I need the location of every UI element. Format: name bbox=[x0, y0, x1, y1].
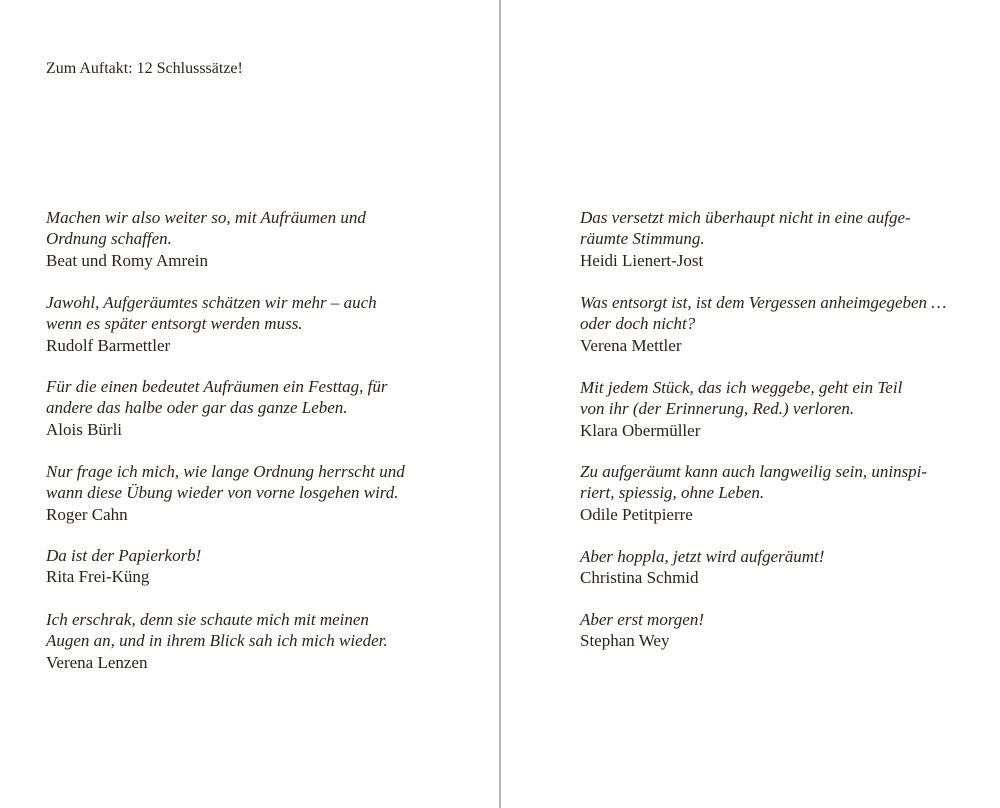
quote-text bbox=[580, 461, 927, 504]
quote-author: Christina Schmid bbox=[580, 568, 699, 588]
quote-text bbox=[46, 461, 405, 504]
quote-line: Mit jedem Stück, das ich weggebe, geht ein Teil bbox=[580, 378, 903, 397]
quote-author: Klara Obermüller bbox=[580, 420, 701, 440]
quote-entry bbox=[580, 546, 824, 589]
quote-author: Rudolf Barmettler bbox=[46, 335, 171, 355]
quote-entry bbox=[46, 461, 405, 525]
quote-author: Stephan Wey bbox=[580, 631, 670, 651]
quote-line: riert, spiessig, ohne Leben. bbox=[580, 483, 765, 503]
quote-line: Augen an, und in ihrem Blick sah ich mich wieder. bbox=[46, 631, 388, 651]
quote-line: Zu aufgeräumt kann auch langweilig sein, uninspi- bbox=[580, 462, 928, 481]
quote-author: Odile Petitpierre bbox=[580, 504, 693, 524]
quote-line: Was entsorgt ist, ist dem Vergessen anheimgegeben … bbox=[580, 293, 947, 312]
page-gutter-divider bbox=[499, 0, 501, 808]
quote-line: von ihr (der Erinnerung, Red.) verloren. bbox=[580, 399, 855, 419]
quote-line: Für die einen bedeutet Aufräumen ein Festtag, für bbox=[46, 377, 388, 396]
quote-entry bbox=[46, 545, 201, 588]
quote-line: Aber hoppla, jetzt wird aufgeräumt! bbox=[580, 547, 825, 566]
quote-text bbox=[46, 545, 201, 566]
quote-line: Das versetzt mich überhaupt nicht in eine aufge- bbox=[580, 208, 911, 227]
quote-line: wenn es später entsorgt werden muss. bbox=[46, 314, 303, 334]
quote-text bbox=[580, 377, 902, 420]
quote-text bbox=[580, 292, 946, 335]
quote-line: Ordnung schaffen. bbox=[46, 229, 172, 249]
quote-entry bbox=[580, 461, 927, 525]
quote-line: Jawohl, Aufgeräumtes schätzen wir mehr – auch bbox=[46, 293, 377, 312]
page-heading: Zum Auftakt: 12 Schlusssätze! bbox=[46, 60, 243, 77]
quote-author: Beat und Romy Amrein bbox=[46, 250, 208, 270]
quote-author: Verena Mettler bbox=[580, 335, 682, 355]
quote-line: Nur frage ich mich, wie lange Ordnung herrscht und bbox=[46, 462, 405, 481]
quote-text bbox=[580, 609, 704, 630]
quote-line: räumte Stimmung. bbox=[580, 229, 705, 249]
quote-text bbox=[46, 376, 388, 419]
quote-line: wann diese Übung wieder von vorne losgehen wird. bbox=[46, 483, 399, 503]
quote-text bbox=[46, 292, 377, 335]
quote-author: Heidi Lienert-Jost bbox=[580, 250, 704, 270]
quote-text bbox=[580, 546, 824, 567]
quote-author: Rita Frei-Küng bbox=[46, 567, 150, 587]
quote-text bbox=[46, 207, 366, 250]
quote-line: Machen wir also weiter so, mit Aufräumen und bbox=[46, 208, 366, 227]
quote-entry bbox=[46, 292, 377, 356]
quote-author: Alois Bürli bbox=[46, 419, 123, 439]
quote-entry bbox=[46, 376, 388, 440]
quote-line: Aber erst morgen! bbox=[580, 610, 705, 629]
quote-entry bbox=[46, 207, 366, 271]
quote-line: Da ist der Papierkorb! bbox=[46, 546, 202, 565]
quote-author: Verena Lenzen bbox=[46, 652, 148, 672]
quote-text bbox=[46, 609, 388, 652]
quote-entry bbox=[46, 609, 388, 673]
quote-text bbox=[580, 207, 911, 250]
quote-entry bbox=[580, 292, 946, 356]
quote-entry bbox=[580, 377, 902, 441]
quote-author: Roger Cahn bbox=[46, 504, 128, 524]
quote-entry bbox=[580, 609, 704, 652]
quote-line: oder doch nicht? bbox=[580, 314, 696, 334]
quote-entry bbox=[580, 207, 911, 271]
quote-line: Ich erschrak, denn sie schaute mich mit meinen bbox=[46, 610, 369, 629]
quote-line: andere das halbe oder gar das ganze Leben. bbox=[46, 398, 348, 418]
